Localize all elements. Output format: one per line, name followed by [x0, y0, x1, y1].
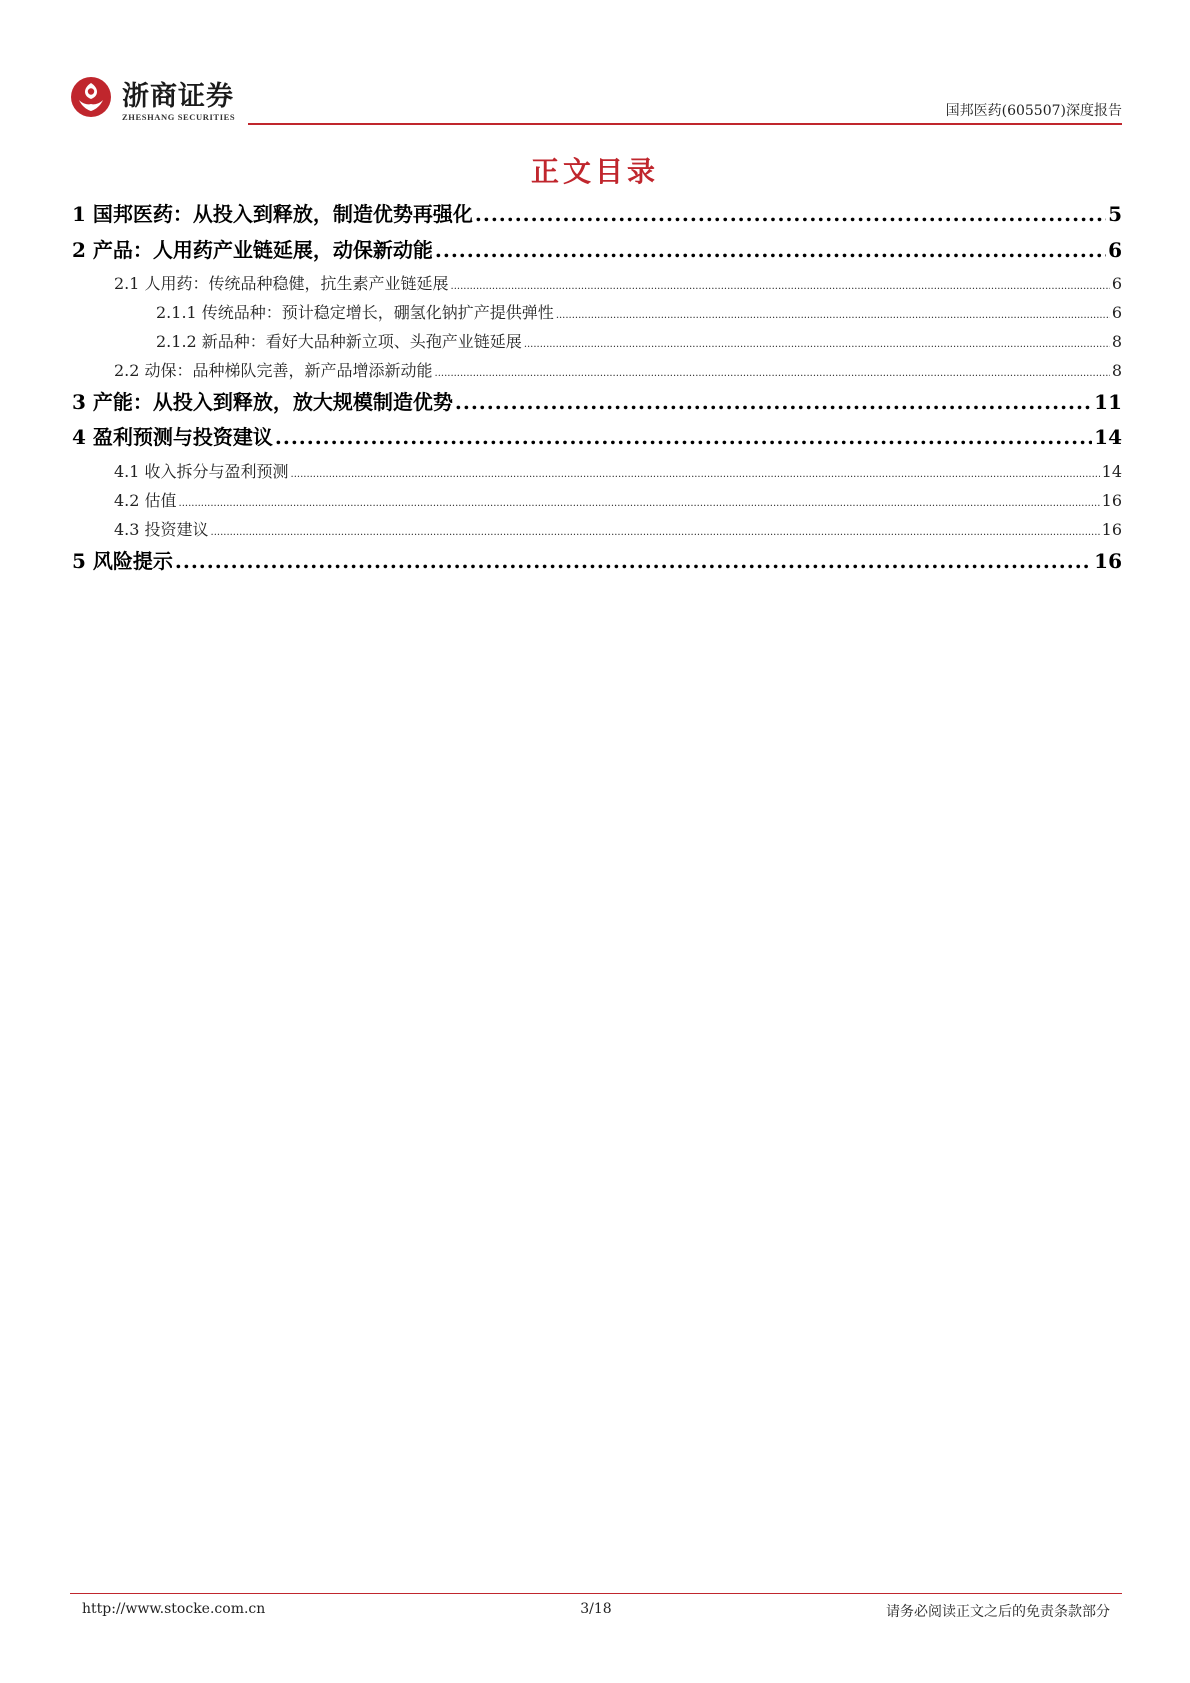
toc-entry-label: 2.1.1 传统品种：预计稳定增长，硼氢化钠扩产提供弹性: [156, 303, 554, 322]
toc-entry-label: 2.1.2 新品种：看好大品种新立项、头孢产业链延展: [156, 332, 522, 351]
toc-entry-page: 5: [1108, 202, 1122, 226]
toc-leader-dots: [291, 462, 1100, 481]
toc-entry-label: 2.2 动保：品种梯队完善，新产品增添新动能: [114, 361, 433, 380]
toc-leader-dots: [451, 274, 1110, 293]
toc-entry[interactable]: [72, 234, 1122, 263]
page-footer: [70, 1593, 1122, 1623]
toc-entry-label: 4.2 估值: [114, 491, 177, 510]
toc-leader-dots: [455, 390, 1092, 414]
toc-entry[interactable]: [72, 300, 1122, 323]
toc-entry[interactable]: [72, 517, 1122, 540]
toc-entry-page: 11: [1094, 390, 1122, 414]
toc-entry-label: 1 国邦医药：从投入到释放，制造优势再强化: [72, 202, 473, 226]
footer-page-number: 3/18: [580, 1601, 612, 1617]
footer-divider: [70, 1593, 1122, 1594]
page-header: [70, 72, 1122, 128]
logo-english-name: ZHESHANG SECURITIES: [122, 112, 236, 122]
toc-entry[interactable]: [72, 271, 1122, 294]
toc-entry-label: 2 产品：人用药产业链延展，动保新动能: [72, 238, 433, 262]
toc-leader-dots: [475, 202, 1106, 226]
toc-entry[interactable]: [72, 459, 1122, 482]
toc-leader-dots: [556, 303, 1110, 322]
toc-entry-page: 6: [1111, 274, 1122, 293]
toc-entry-page: 16: [1101, 520, 1122, 539]
toc-entry-page: 14: [1094, 425, 1122, 449]
toc-entry[interactable]: [72, 198, 1122, 227]
company-logo: [70, 72, 250, 128]
toc-entry[interactable]: [72, 488, 1122, 511]
toc-entry-label: 4.3 投资建议: [114, 520, 209, 539]
toc-entry[interactable]: [72, 358, 1122, 381]
toc-leader-dots: [524, 332, 1110, 351]
toc-entry[interactable]: [72, 421, 1122, 450]
report-label: 国邦医药(605507)深度报告: [945, 103, 1122, 119]
toc-entry-page: 6: [1108, 238, 1122, 262]
toc-entry-page: 8: [1111, 361, 1122, 380]
toc-leader-dots: [435, 238, 1106, 262]
toc-leader-dots: [179, 491, 1100, 510]
page-title: 正文目录: [530, 155, 659, 188]
toc-entry[interactable]: [72, 386, 1122, 415]
footer-disclaimer: 请务必阅读正文之后的免责条款部分: [886, 1604, 1110, 1620]
toc-entry-page: 8: [1111, 332, 1122, 351]
toc-leader-dots: [435, 361, 1110, 380]
toc-entry-label: 4 盈利预测与投资建议: [72, 425, 273, 449]
toc-entry[interactable]: [72, 545, 1122, 574]
toc-entry-label: 3 产能：从投入到释放，放大规模制造优势: [72, 390, 453, 414]
toc-entry[interactable]: [72, 329, 1122, 352]
toc-entry-label: 5 风险提示: [72, 549, 173, 573]
toc-entry-page: 6: [1111, 303, 1122, 322]
header-divider: [248, 123, 1122, 125]
toc-leader-dots: [175, 549, 1092, 573]
toc-leader-dots: [211, 520, 1100, 539]
toc-entry-label: 4.1 收入拆分与盈利预测: [114, 462, 289, 481]
toc-entry-label: 2.1 人用药：传统品种稳健，抗生素产业链延展: [114, 274, 449, 293]
toc-entry-page: 16: [1094, 549, 1122, 573]
toc-entry-page: 14: [1101, 462, 1122, 481]
toc-entry-page: 16: [1101, 491, 1122, 510]
toc-leader-dots: [275, 425, 1092, 449]
logo-chinese-name: 浙商证券: [122, 81, 234, 112]
footer-url-link[interactable]: http://www.stocke.com.cn: [82, 1601, 266, 1617]
zheshang-logo-icon: [70, 76, 112, 118]
